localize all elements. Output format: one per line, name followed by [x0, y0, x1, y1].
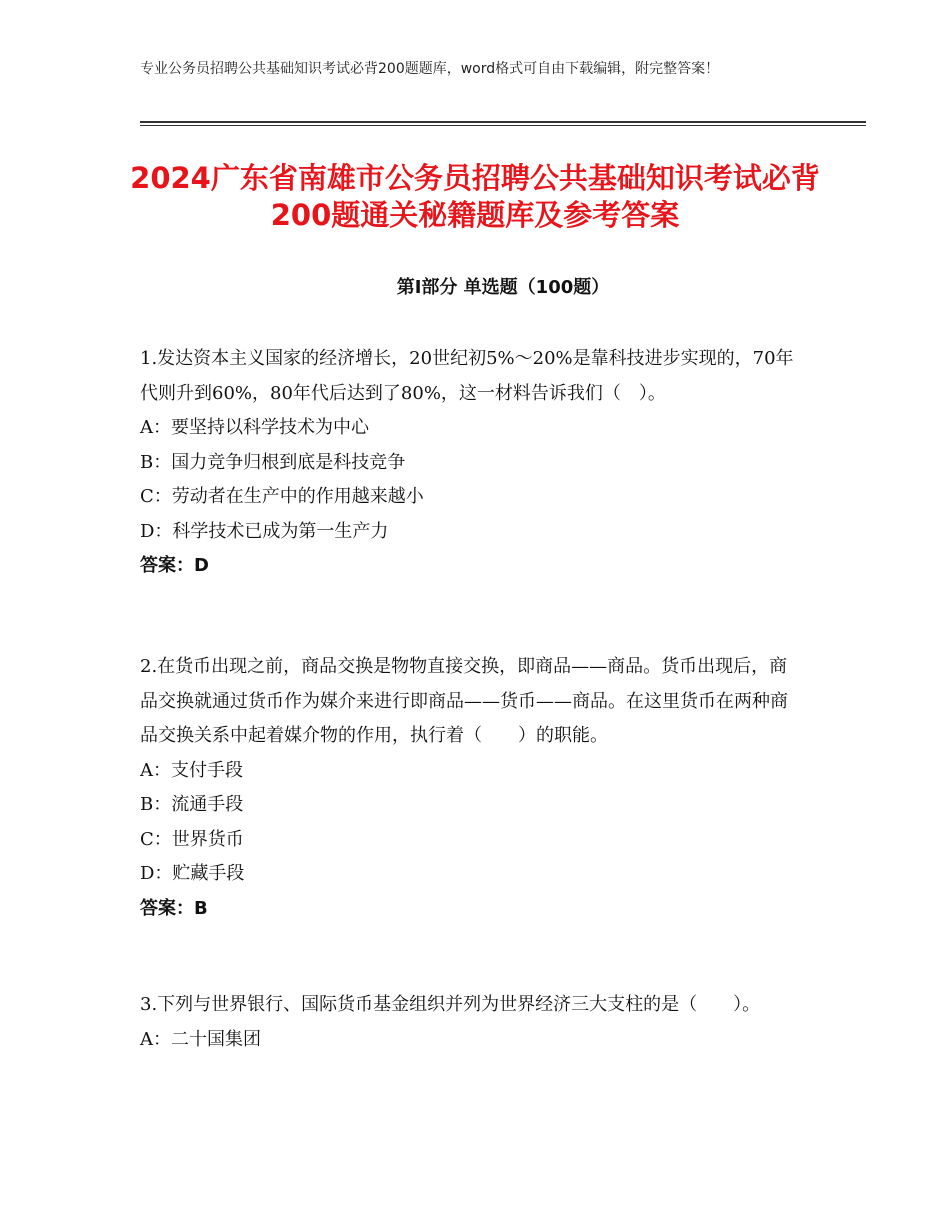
option-c: C：劳动者在生产中的作用越来越小 [140, 486, 424, 507]
option-d: D：科学技术已成为第一生产力 [140, 520, 389, 542]
answer-label: 答案：D [140, 555, 209, 576]
question-stem: 1.发达资本主义国家的经济增长，20世纪初5%～20%是靠科技进步实现的，70年代则升到60%，80年代后达到了80%，这一材料告诉我们（ ）。 [140, 348, 794, 404]
header-divider-thick [140, 121, 866, 123]
header-note: 专业公务员招聘公共基础知识考试必背200题题库，word格式可自由下载编辑，附完整答案！ [140, 61, 720, 77]
header-divider-thin [140, 125, 866, 126]
document-title: 2024广东省南雄市公务员招聘公共基础知识考试必背200题通关秘籍题库及参考答案 [130, 161, 820, 232]
option-b: B：流通手段 [140, 794, 244, 815]
question-1 [140, 342, 800, 584]
option-d: D：贮藏手段 [140, 863, 245, 884]
option-a: A：要坚持以科学技术为中心 [140, 417, 369, 438]
question-2 [140, 650, 800, 926]
answer-label: 答案：B [140, 897, 208, 919]
section-heading: 第Ⅰ部分 单选题（100题） [396, 277, 610, 298]
option-a: A：二十国集团 [140, 1028, 261, 1050]
option-b: B：国力竞争归根到底是科技竞争 [140, 451, 406, 473]
question-stem: 2.在货币出现之前，商品交换是物物直接交换，即商品——商品。货币出现后，商品交换就通过货币作为媒介来进行即商品——货币——商品。在这里货币在两种商品交换关系中起着媒介物的作用，执行着（ ）的职能。 [140, 656, 788, 746]
option-a: A：支付手段 [140, 759, 243, 781]
option-c: C：世界货币 [140, 828, 244, 850]
question-3 [140, 988, 800, 1057]
question-stem: 3.下列与世界银行、国际货币基金组织并列为世界经济三大支柱的是（ ）。 [140, 994, 761, 1015]
